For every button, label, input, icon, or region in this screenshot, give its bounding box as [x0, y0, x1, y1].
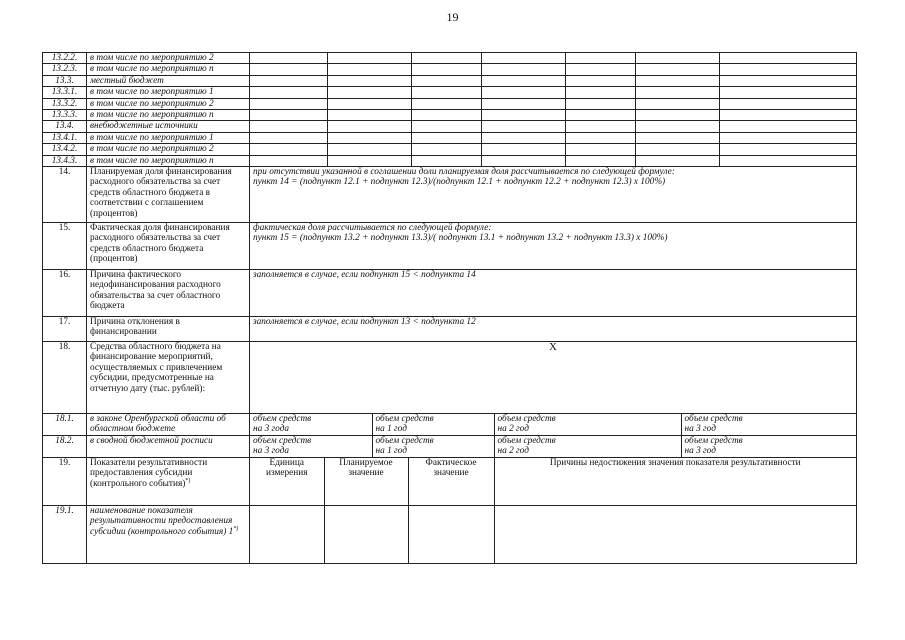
row-label: Средства областного бюджета на финансирование мероприятий, осуществляемых с привлечением субсидии, предусмотренные на отчетную дату (тыс. рублей): [87, 342, 250, 414]
unit-cell [250, 506, 324, 563]
budget-volume-split [250, 414, 857, 435]
row-number: 13.4.3. [43, 155, 87, 166]
reasons-header: Причины недостижения значения показателя результативности [494, 458, 856, 505]
budget-volume-cells [250, 436, 857, 458]
actual-header: Фактическое значение [408, 458, 494, 505]
table-row [43, 223, 857, 270]
value-cell [566, 132, 636, 143]
value-cell [250, 75, 328, 86]
value-cell [328, 87, 412, 98]
value-cell [412, 64, 482, 75]
value-cell [482, 155, 566, 166]
value-cell [250, 132, 328, 143]
value-cell [250, 98, 328, 109]
indicator-header-split [250, 458, 856, 505]
row-number: 13.2.3. [43, 64, 87, 75]
table-row [43, 87, 857, 98]
value-cell [720, 53, 857, 64]
value-cell [412, 98, 482, 109]
formula-intro: фактическая доля рассчитывается по следующей формуле: [253, 223, 492, 234]
value-cell [328, 53, 412, 64]
row-label: в том числе по мероприятию 2 [87, 53, 250, 64]
row-label: внебюджетные источники [87, 121, 250, 132]
value-cell [566, 53, 636, 64]
value-cell [412, 121, 482, 132]
value-cell [636, 75, 720, 86]
value-cell [328, 98, 412, 109]
value-cell [412, 155, 482, 166]
value-cell [636, 64, 720, 75]
row-number: 19. [43, 458, 87, 506]
row-label: Причина отклонения в финансировании [87, 317, 250, 342]
row-number: 13.3.3. [43, 110, 87, 121]
value-cell [250, 110, 328, 121]
value-cell [636, 53, 720, 64]
row-value [250, 223, 857, 270]
value-cell [720, 64, 857, 75]
page-number: 19 [446, 10, 459, 24]
value-cell [720, 121, 857, 132]
formula-intro: при отсутствии указанной в соглашении доли планируемая доля рассчитывается по следующей формуле: [253, 167, 675, 178]
table-row [43, 132, 857, 143]
footnote-mark: *) [185, 477, 191, 484]
value-cell [720, 75, 857, 86]
row-number: 13.3.2. [43, 98, 87, 109]
row-number: 19.1. [43, 506, 87, 564]
value-cell [250, 87, 328, 98]
table-row [43, 342, 857, 414]
row-number: 13.4. [43, 121, 87, 132]
value-cell [482, 53, 566, 64]
table-row [43, 110, 857, 121]
table-row [43, 155, 857, 166]
row-label: в том числе по мероприятию 2 [87, 98, 250, 109]
row-label: в том числе по мероприятию n [87, 64, 250, 75]
value-cell [412, 144, 482, 155]
table-row [43, 436, 857, 458]
volume-cell: объем средств на 1 год [372, 414, 494, 435]
table-row [43, 144, 857, 155]
row-number: 17. [43, 317, 87, 342]
value-cell [720, 98, 857, 109]
value-cell [566, 155, 636, 166]
volume-cell: объем средств на 3 года [253, 414, 312, 435]
value-cell [482, 64, 566, 75]
volume-cell: объем средств на 3 год [681, 414, 857, 435]
row-label: в том числе по мероприятию 1 [87, 132, 250, 143]
planned-header: Планируемое значение [324, 458, 408, 505]
value-cell [566, 75, 636, 86]
value-cell [250, 144, 328, 155]
value-cell [720, 110, 857, 121]
value-cell [636, 132, 720, 143]
indicator-values [250, 506, 857, 564]
value-cell [412, 87, 482, 98]
row-number: 13.4.2. [43, 144, 87, 155]
row-number: 13.4.1. [43, 132, 87, 143]
table-row [43, 121, 857, 132]
row-label: в том числе по мероприятию 1 [87, 87, 250, 98]
table-row [43, 458, 857, 506]
value-cell [566, 144, 636, 155]
row-label: Планируемая доля финансирования расходного обязательства за счет средств областного бюджета в соответствии с соглашением (процентов) [87, 167, 250, 223]
row-label: местный бюджет [87, 75, 250, 86]
row-number: 13.2.2. [43, 53, 87, 64]
value-cell [328, 144, 412, 155]
row-label: Фактическая доля финансирования расходного обязательства за счет средств областного бюджета (процентов) [87, 223, 250, 270]
report-table [42, 52, 857, 564]
indicator-value-split [250, 506, 856, 563]
value-cell [250, 53, 328, 64]
volume-cell: объем средств на 2 год [494, 414, 681, 435]
value-cell [566, 110, 636, 121]
formula: пункт 15 = (подпункт 13.2 + подпункт 13.3)/( подпункт 13.1 + подпункт 13.2 + подпункт 13.3) x 100%) [253, 233, 668, 244]
row-number: 16. [43, 270, 87, 317]
formula: пункт 14 = (подпункт 12.1 + подпункт 12.3)/(подпункт 12.1 + подпункт 12.2 + подпункт 12.3) x 100%) [253, 177, 666, 188]
row-label: в сводной бюджетной росписи [87, 436, 250, 458]
value-cell [482, 110, 566, 121]
row-value: заполняется в случае, если подпункт 15 < подпункта 14 [250, 270, 857, 317]
value-cell [250, 155, 328, 166]
volume-cell: объем средств на 2 год [494, 436, 681, 457]
row-number: 15. [43, 223, 87, 270]
table-row [43, 317, 857, 342]
value-cell [412, 53, 482, 64]
row-number: 13.3.1. [43, 87, 87, 98]
actual-cell [408, 506, 494, 563]
value-cell [566, 87, 636, 98]
budget-volume-cells [250, 414, 857, 436]
value-cell [250, 64, 328, 75]
value-cell [636, 98, 720, 109]
value-cell [328, 132, 412, 143]
table-row [43, 75, 857, 86]
row-label: в том числе по мероприятию 2 [87, 144, 250, 155]
table-row [43, 506, 857, 564]
value-cell [636, 87, 720, 98]
value-cell [482, 132, 566, 143]
value-cell [566, 64, 636, 75]
funding-source-rows [43, 53, 857, 167]
value-cell [482, 121, 566, 132]
value-cell [636, 155, 720, 166]
volume-cell: объем средств на 3 год [681, 436, 857, 457]
value-cell [328, 121, 412, 132]
table-row [43, 64, 857, 75]
value-cell [566, 121, 636, 132]
value-cell [482, 87, 566, 98]
planned-cell [324, 506, 408, 563]
row-number: 18. [43, 342, 87, 414]
value-cell [636, 121, 720, 132]
row-number: 18.2. [43, 436, 87, 458]
value-cell [412, 75, 482, 86]
value-cell [566, 98, 636, 109]
table-row [43, 53, 857, 64]
reasons-cell [494, 506, 856, 563]
value-cell [412, 110, 482, 121]
row-number: 18.1. [43, 414, 87, 436]
value-cell [720, 132, 857, 143]
value-cell [636, 144, 720, 155]
row-value: Х [250, 342, 857, 414]
row-label: Причина фактического недофинансирования расходного обязательства за счет областного бюджета [87, 270, 250, 317]
row-value: заполняется в случае, если подпункт 13 < подпункта 12 [250, 317, 857, 342]
row-number: 14. [43, 167, 87, 223]
row-label: Показатели результативности предоставления субсидии (контрольного события)*) [87, 458, 250, 506]
value-cell [328, 155, 412, 166]
value-cell [720, 87, 857, 98]
row-number: 13.3. [43, 75, 87, 86]
volume-cell: объем средств на 1 год [372, 436, 494, 457]
value-cell [412, 132, 482, 143]
value-cell [328, 110, 412, 121]
table-row [43, 270, 857, 317]
row-label: в законе Оренбургской области об областном бюджете [87, 414, 250, 436]
value-cell [328, 64, 412, 75]
value-cell [328, 75, 412, 86]
row-label: наименование показателя результативности предоставления субсидии (контрольного события) 1*) [87, 506, 250, 564]
value-cell [250, 121, 328, 132]
indicator-headers [250, 458, 857, 506]
value-cell [482, 98, 566, 109]
table-row [43, 414, 857, 436]
footnote-mark: *) [233, 525, 239, 532]
volume-cell: объем средств на 3 года [253, 436, 312, 457]
table-row [43, 98, 857, 109]
unit-header: Единица измерения [265, 458, 308, 479]
value-cell [482, 144, 566, 155]
value-cell [720, 155, 857, 166]
value-cell [720, 144, 857, 155]
row-value [250, 167, 857, 223]
budget-volume-split [250, 436, 857, 457]
row-label: в том числе по мероприятию n [87, 110, 250, 121]
value-cell [636, 110, 720, 121]
value-cell [482, 75, 566, 86]
row-label: в том числе по мероприятию n [87, 155, 250, 166]
table-row [43, 167, 857, 223]
